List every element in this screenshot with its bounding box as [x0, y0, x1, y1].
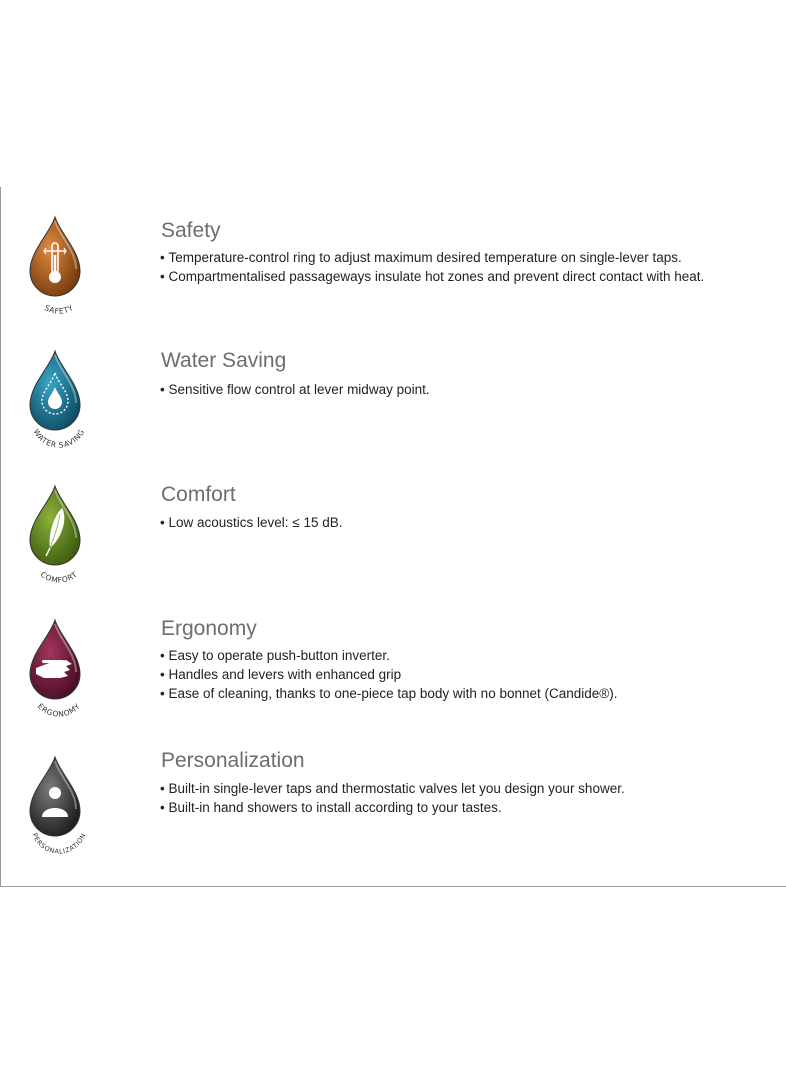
hand-icon: [22, 616, 122, 726]
svg-text:COMFORT: [39, 570, 79, 585]
water-drop-icon: [22, 347, 122, 457]
water-saving-badge: [22, 347, 122, 457]
icon-caption: ERGONOMY: [35, 701, 83, 719]
feature-bullets: [160, 248, 704, 286]
svg-text:SAFETY: [43, 303, 75, 316]
feature-bullets: [160, 779, 625, 817]
feature-title: Personalization: [161, 749, 305, 772]
safety-badge: [22, 213, 122, 323]
feature-title: Water Saving: [161, 349, 287, 372]
bullet-item: • Built-in single-lever taps and thermostatic valves let you design your shower.: [160, 779, 625, 798]
feature-title: Comfort: [161, 483, 236, 506]
feature-bullets: [160, 646, 617, 703]
feature-bullets: [160, 380, 430, 399]
feather-icon: [22, 482, 122, 592]
bullet-item: • Built-in hand showers to install according to your tastes.: [160, 798, 625, 817]
feature-bullets: [160, 513, 342, 532]
icon-caption: PERSONALIZATION: [30, 831, 88, 856]
ergonomy-badge: [22, 616, 122, 726]
bullet-item: • Easy to operate push-button inverter.: [160, 646, 617, 665]
person-icon: [22, 753, 122, 863]
bullet-item: • Compartmentalised passageways insulate hot zones and prevent direct contact with heat.: [160, 267, 704, 286]
bullet-item: • Handles and levers with enhanced grip: [160, 665, 617, 684]
icon-caption: SAFETY: [42, 303, 76, 316]
bullet-item: • Sensitive flow control at lever midway point.: [160, 380, 430, 399]
icon-caption: WATER SAVING: [31, 427, 87, 450]
comfort-badge: [22, 482, 122, 592]
personalization-badge: [22, 753, 122, 863]
thermometer-icon: [22, 213, 122, 323]
icon-caption: COMFORT: [38, 569, 80, 585]
bullet-item: • Ease of cleaning, thanks to one-piece tap body with no bonnet (Candide®).: [160, 684, 617, 703]
feature-title: Ergonomy: [161, 617, 257, 640]
feature-title: Safety: [161, 219, 221, 242]
svg-text:ERGONOMY: [36, 702, 82, 719]
bullet-item: • Temperature-control ring to adjust maximum desired temperature on single-lever taps.: [160, 248, 704, 267]
svg-text:WATER SAVING: [32, 427, 87, 449]
bullet-item: • Low acoustics level: ≤ 15 dB.: [160, 513, 342, 532]
